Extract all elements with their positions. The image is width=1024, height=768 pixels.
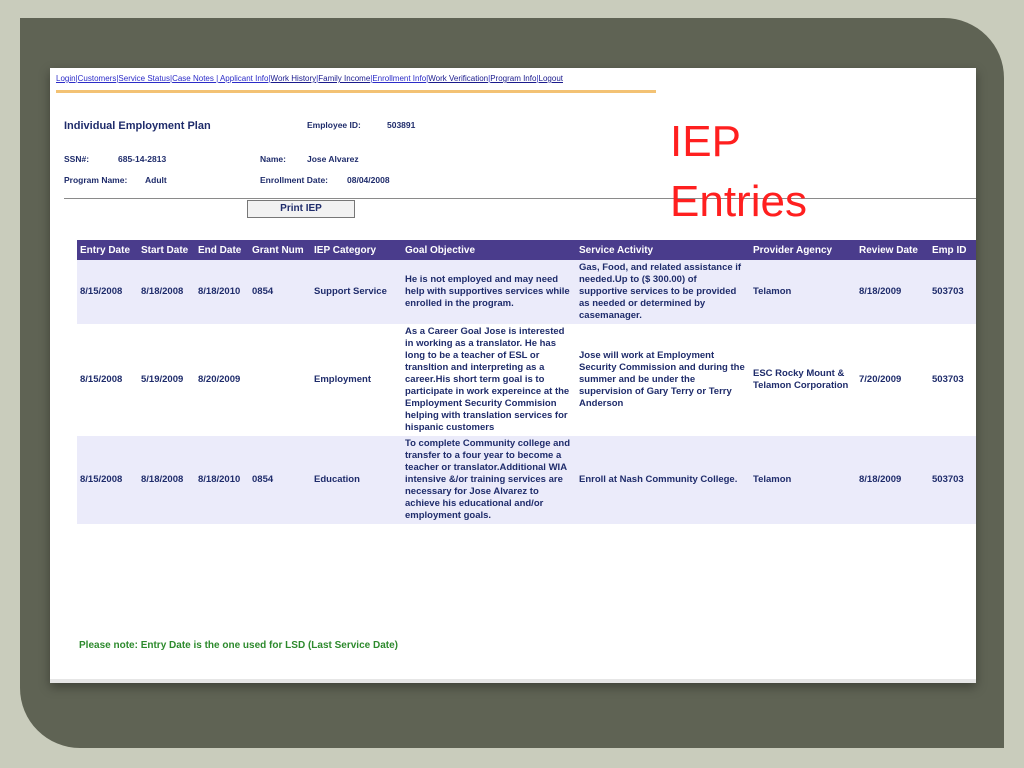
table-cell-provider-agency: Telamon <box>750 260 856 324</box>
nav-separator: | <box>426 74 429 83</box>
table-cell-iep-category: Support Service <box>311 260 402 324</box>
table-cell-end-date: 8/18/2010 <box>195 436 249 524</box>
nav-separator: | <box>216 74 219 83</box>
nav-separator: | <box>170 74 173 83</box>
nav-separator: | <box>488 74 491 83</box>
column-header-provider-agency: Provider Agency <box>750 240 856 260</box>
table-row <box>77 436 976 524</box>
column-header-grant-num: Grant Num <box>249 240 311 260</box>
slide-title-line-2: Entries <box>670 177 807 226</box>
column-header-end-date: End Date <box>195 240 249 260</box>
program-label: Program Name: <box>64 175 128 185</box>
table-cell-grant-num <box>249 324 311 436</box>
slide-title-line-1: IEP <box>670 117 741 166</box>
nav-separator: | <box>116 74 119 83</box>
page-title: Individual Employment Plan <box>64 120 211 132</box>
nav-separator: | <box>536 74 539 83</box>
nav-separator: | <box>75 74 78 83</box>
table-cell-grant-num: 0854 <box>249 436 311 524</box>
table-row <box>77 324 976 436</box>
employee-id-label: Employee ID: <box>307 120 361 130</box>
table-cell-emp-id: 503703 <box>929 324 976 436</box>
slide-title <box>670 112 807 232</box>
table-cell-emp-id: 503703 <box>929 260 976 324</box>
table-cell-emp-id: 503703 <box>929 436 976 524</box>
table-cell-entry-date: 8/15/2008 <box>77 260 138 324</box>
table-cell-service-activity: Jose will work at Employment Security Commission and during the summer and be under the supervision of Gary Terry or Terry Anderson <box>576 324 750 436</box>
column-header-review-date: Review Date <box>856 240 929 260</box>
footer-note: Please note: Entry Date is the one used for LSD (Last Service Date) <box>79 640 398 651</box>
nav-link-case-notes[interactable]: Case Notes <box>172 74 217 83</box>
column-header-entry-date: Entry Date <box>77 240 138 260</box>
table-row <box>77 260 976 324</box>
table-cell-iep-category: Education <box>311 436 402 524</box>
header-divider <box>64 198 976 199</box>
ssn-label: SSN#: <box>64 154 90 164</box>
nav-bar <box>56 74 563 83</box>
name-value: Jose Alvarez <box>307 154 359 164</box>
column-header-start-date: Start Date <box>138 240 195 260</box>
nav-link-customers[interactable]: Customers <box>77 74 117 83</box>
program-value: Adult <box>145 175 167 185</box>
nav-link-enrollment-info[interactable]: Enrollment Info <box>372 74 427 83</box>
enrollment-date-label: Enrollment Date: <box>260 175 329 185</box>
table-cell-iep-category: Employment <box>311 324 402 436</box>
table-cell-start-date: 8/18/2008 <box>138 260 195 324</box>
nav-underline <box>56 90 656 93</box>
enrollment-date-value: 08/04/2008 <box>347 175 390 185</box>
nav-link-service-status[interactable]: Service Status <box>118 74 170 83</box>
table-cell-goal-objective: He is not employed and may need help with supportives services while enrolled in the program. <box>402 260 576 324</box>
nav-link-applicant-info[interactable]: Applicant Info <box>218 74 269 83</box>
nav-link-login[interactable]: Login <box>56 74 76 83</box>
table-cell-review-date: 8/18/2009 <box>856 260 929 324</box>
column-header-goal-objective: Goal Objective <box>402 240 576 260</box>
nav-separator: | <box>268 74 271 83</box>
table-cell-entry-date: 8/15/2008 <box>77 324 138 436</box>
column-header-iep-category: IEP Category <box>311 240 402 260</box>
ssn-value: 685-14-2813 <box>118 154 167 164</box>
screenshot-panel <box>50 68 976 683</box>
table-cell-review-date: 7/20/2009 <box>856 324 929 436</box>
column-header-emp-id: Emp ID <box>929 240 976 260</box>
table-cell-start-date: 5/19/2009 <box>138 324 195 436</box>
table-cell-service-activity: Gas, Food, and related assistance if needed.Up to ($ 300.00) of supportive services to be provided as needed or determined by casemanager. <box>576 260 750 324</box>
table-cell-start-date: 8/18/2008 <box>138 436 195 524</box>
nav-link-program-info[interactable]: Program Info <box>490 74 537 83</box>
table-cell-end-date: 8/20/2009 <box>195 324 249 436</box>
table-cell-grant-num: 0854 <box>249 260 311 324</box>
table-header-row <box>77 240 976 260</box>
print-iep-button[interactable]: Print IEP <box>247 200 355 218</box>
table-cell-review-date: 8/18/2009 <box>856 436 929 524</box>
table-cell-goal-objective: To complete Community college and transfer to a four year to become a teacher or translator.Additional WIA intensive &/or training services are necessary for Jose Alvarez to achieve his educational and/or employment goals. <box>402 436 576 524</box>
iep-entries-table <box>77 240 976 524</box>
nav-link-family-income[interactable]: Family Income <box>318 74 371 83</box>
table-cell-entry-date: 8/15/2008 <box>77 436 138 524</box>
nav-link-logout[interactable]: Logout <box>538 74 563 83</box>
table-cell-provider-agency: ESC Rocky Mount & Telamon Corporation <box>750 324 856 436</box>
nav-separator: | <box>370 74 373 83</box>
nav-link-work-history[interactable]: Work History <box>270 74 317 83</box>
nav-separator: | <box>316 74 319 83</box>
nav-link-work-verification[interactable]: Work Verification <box>428 74 489 83</box>
table-cell-service-activity: Enroll at Nash Community College. <box>576 436 750 524</box>
table-cell-provider-agency: Telamon <box>750 436 856 524</box>
table-cell-goal-objective: As a Career Goal Jose is interested in working as a translator. He has long to be a teacher of ESL or transltion and interpreting as a career.His short term goal is to participate in work expereince at the Employment Security Commision helping with translation services for hispanic customers <box>402 324 576 436</box>
name-label: Name: <box>260 154 286 164</box>
employee-id-value: 503891 <box>387 120 416 130</box>
column-header-service-activity: Service Activity <box>576 240 750 260</box>
table-cell-end-date: 8/18/2010 <box>195 260 249 324</box>
